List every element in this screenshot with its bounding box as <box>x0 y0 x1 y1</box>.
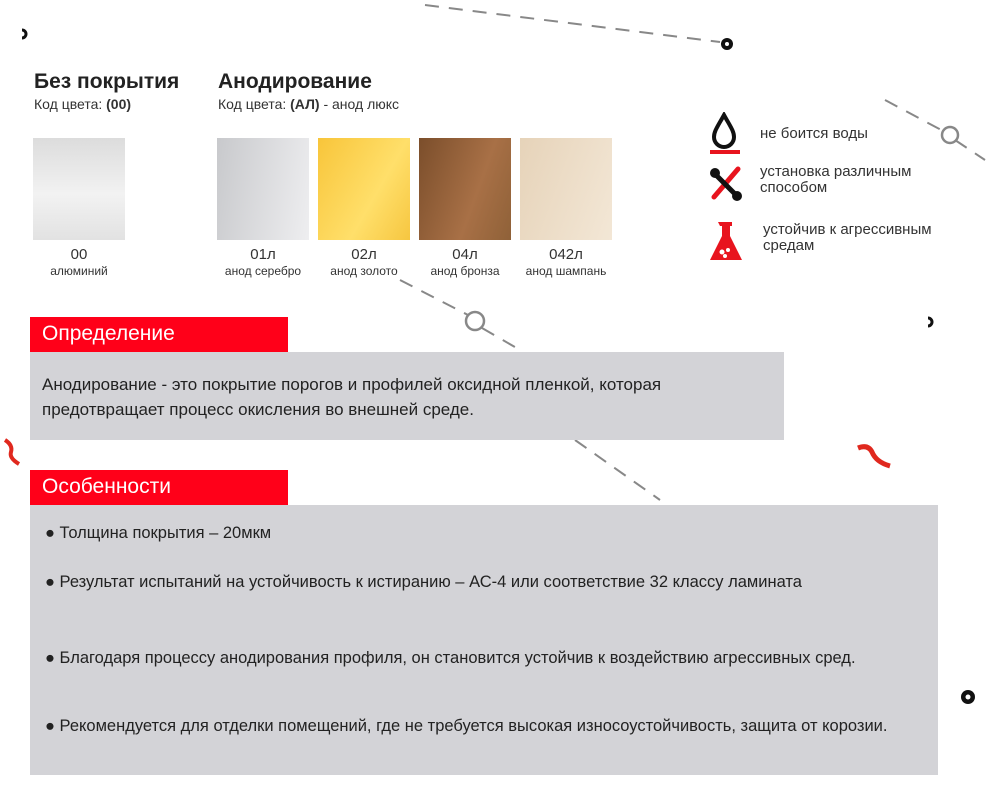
swatch-gold <box>318 138 410 240</box>
property-item: ● Благодаря процессу анодирования профиля, он становится устойчив к воздействию агрессивных сред. <box>45 649 856 667</box>
swatch-name: алюминий <box>50 264 108 278</box>
property-item: ● Результат испытаний на устойчивость к истиранию – АС-4 или соответствие 32 классу ламината <box>45 573 802 591</box>
water-drop-icon <box>706 112 746 154</box>
swatch-name: анод шампань <box>525 264 607 278</box>
flask-icon <box>708 220 744 262</box>
feature-water: не боится воды <box>760 125 868 142</box>
swatch-name: анод серебро <box>224 264 302 278</box>
property-item: ● Толщина покрытия – 20мкм <box>45 524 272 542</box>
swatch-name: анод золото <box>330 264 398 278</box>
feature-installation: установка различным способом <box>760 163 912 196</box>
swatch-code: 00 <box>70 246 88 263</box>
anodizing-title: Анодирование <box>218 70 372 93</box>
no-coating-code: Код цвета: (00) <box>34 96 132 112</box>
definition-panel <box>30 352 784 440</box>
definition-heading: Определение <box>30 317 288 352</box>
swatch-silver <box>217 138 309 240</box>
definition-text: Анодирование - это покрытие порогов и профилей оксидной пленкой, которая предотвращает процесс окисления во внешней среде. <box>42 375 662 419</box>
property-item: ● Рекомендуется для отделки помещений, где не требуется высокая износоустойчивость, защита от корозии. <box>45 717 888 735</box>
swatch-champagne <box>520 138 612 240</box>
tools-icon <box>708 166 744 202</box>
no-coating-title: Без покрытия <box>34 70 180 93</box>
swatch-bronze <box>419 138 511 240</box>
swatch-code: 01л <box>250 246 276 263</box>
properties-heading: Особенности <box>30 470 288 505</box>
swatch-code: 04л <box>452 246 478 263</box>
swatch-code: 02л <box>351 246 377 263</box>
swatch-name: анод бронза <box>430 264 500 278</box>
swatch-aluminium <box>33 138 125 240</box>
swatch-code: 042л <box>549 246 583 263</box>
feature-chemical: устойчив к агрессивным средам <box>763 221 932 254</box>
anodizing-code: Код цвета: (АЛ) - анод люкс <box>218 96 400 112</box>
